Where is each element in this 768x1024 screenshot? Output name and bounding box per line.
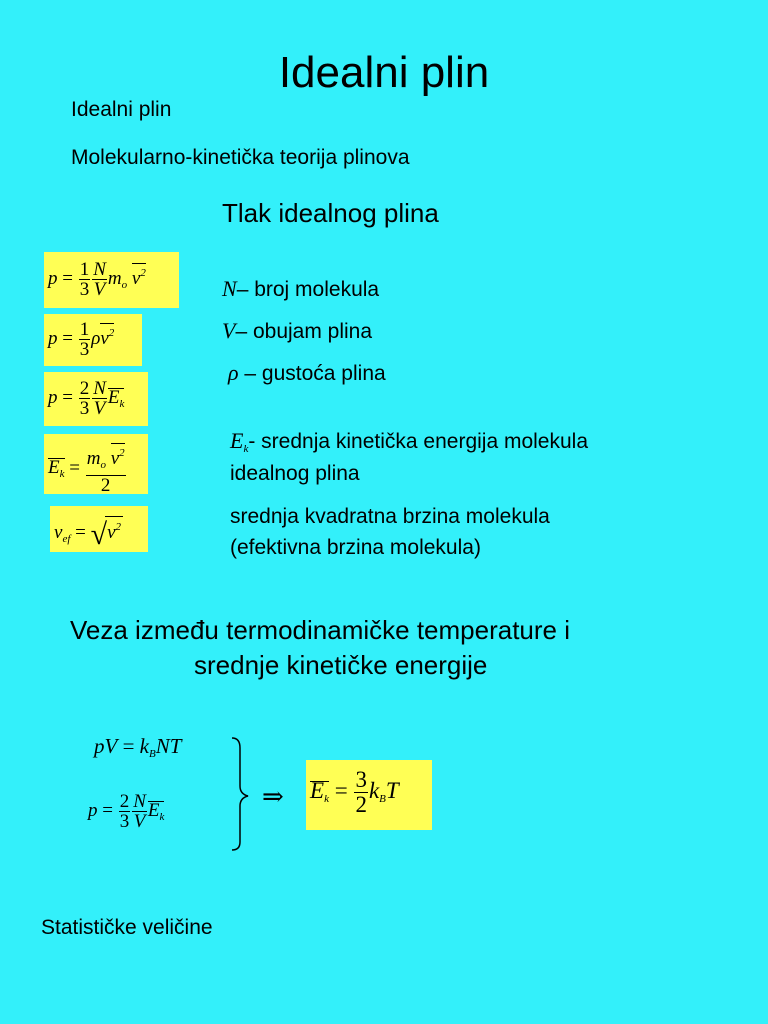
subtitle-kinetic-theory: Molekularno-kinetička teorija plinova [71,146,410,169]
formula-box-pressure-density [44,314,142,366]
definition-v [222,318,372,344]
definition-rms-line1: srednja kvadratna brzina molekula [230,505,550,528]
definition-ek-text: - srednja kinetička energija molekula [248,430,589,453]
definition-n-text: – broj molekula [236,278,380,301]
definition-rho [228,360,386,386]
definition-v-text: – obujam plina [235,320,373,343]
definition-ek [230,428,588,455]
section-heading-relation-line2: srednje kinetičke energije [194,650,488,680]
formula-pressure-energy: p = $\frac{2}{3}$ $\frac{N}{V}$ $E_k$ [48,378,125,419]
formula-pressure-energy-derivation: p = $\frac{2}{3}$ $\frac{N}{V}$ $E_k$ [88,791,165,832]
definition-n-symbol: N [222,276,237,301]
formula-pressure-density: p = $\frac{1}{3}$ $\rho v^2$ [48,319,115,360]
definition-v-symbol: V [222,318,236,343]
formula-box-pressure-energy [44,372,148,426]
definition-rho-text: – gustoća plina [244,362,386,385]
formula-box-rms-speed [50,506,148,552]
formula-pressure-mass: p = $\frac{1}{3}$ $\frac{N}{V}$ $m_o$ $v^2$ [48,259,146,300]
formula-rms-speed: $v_{ef} = √v^2$ [54,518,122,551]
definition-ek-line2: idealnog plina [230,462,360,485]
page-title: Idealni plin [278,48,490,97]
definition-rms-line2: (efektivna brzina molekula) [230,536,481,559]
subtitle-ideal-gas: Idealni plin [71,98,172,121]
formula-box-pressure-mass [44,252,179,308]
definition-rho-symbol: ρ [228,360,239,385]
definition-ek-sub: k [243,443,249,455]
formula-box-energy-temperature [306,760,432,830]
brace-icon [226,734,256,854]
definition-n [222,276,379,302]
formula-kinetic-energy: $E_k$ = $\frac{m_o v^2}{2}$ [48,443,127,495]
formula-ideal-gas-law: pV = $k_BNT$ [94,734,182,760]
footer-statistics: Statističke veličine [41,916,213,939]
section-heading-pressure: Tlak idealnog plina [222,198,439,228]
definition-ek-symbol: E [230,428,244,453]
implies-arrow-icon: ⇒ [262,782,284,811]
section-heading-relation-line1: Veza između termodinamičke temperature i [70,615,571,645]
formula-energy-temperature: $E_k$ = $\frac{3}{2}$ $k_BT$ [310,767,399,817]
formula-box-kinetic-energy [44,434,148,494]
